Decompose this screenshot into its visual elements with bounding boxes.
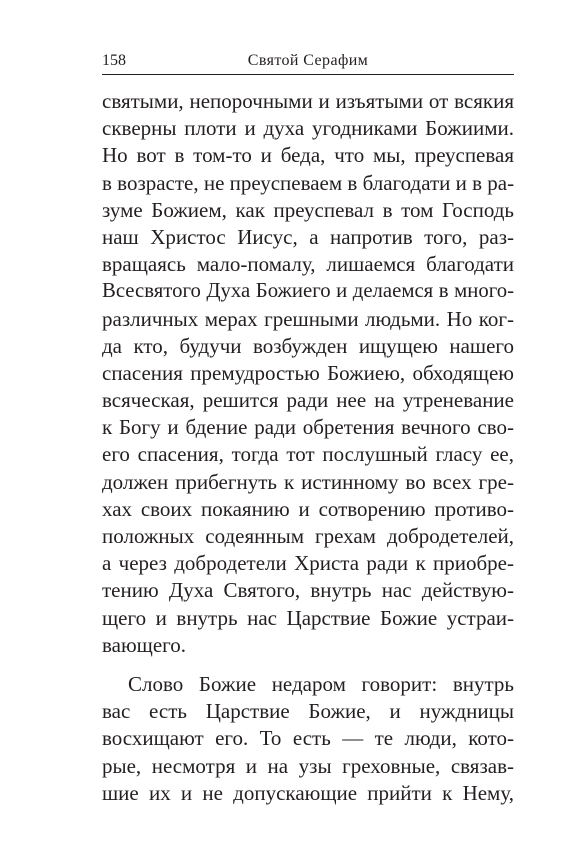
text-line: вас есть Царствие Божие, и нуждницы — [102, 699, 514, 724]
text-line: в возрасте, не преуспеваем в благодати и в ра- — [102, 170, 515, 195]
text-line: Всесвятого Духа Божиего и делаемся в много- — [102, 280, 514, 303]
text-line: хах своих покаянию и сотворению противо- — [102, 496, 514, 521]
text-line: Но вот в том-то и беда, что мы, преуспевая — [102, 143, 514, 168]
text-line: шие их и не допускающие прийти к Нему, — [102, 780, 514, 805]
text-line: спасения премудростью Божиею, обходящею — [102, 360, 514, 385]
text-line: скверны плоти и духа угодниками Божиими. — [102, 116, 514, 141]
text-line: к Богу и бдение ради обретения вечного сво- — [102, 415, 514, 440]
text-line: восхищают его. То есть — те люди, кото- — [102, 726, 514, 751]
text-line: вающего. — [102, 632, 186, 657]
text-line: положных содеянным грехам добродетелей, — [102, 524, 514, 548]
text-line: святыми, непорочными и изъятыми от всякия — [102, 89, 514, 113]
paragraph — [102, 671, 514, 807]
body-text — [102, 88, 514, 807]
text-line: зуме Божием, как преуспевал в том Господь — [102, 197, 514, 222]
text-line: всяческая, решится ради нее на утреневание — [102, 388, 514, 413]
paragraph-gap — [102, 659, 514, 671]
text-line: наш Христос Иисус, а напротив того, раз- — [102, 224, 514, 249]
text-line: его спасения, тогда тот послушный гласу ее, — [102, 442, 514, 467]
text-line: рые, несмотря и на узы греховные, связав- — [102, 753, 514, 778]
paragraph — [102, 88, 514, 659]
text-line: Слово Божие недаром говорит: внутрь — [128, 671, 514, 696]
running-title: Святой Серафим — [247, 52, 369, 69]
text-line: а через добродетели Христа ради к приобре- — [102, 551, 514, 576]
text-line: должен прибегнуть к истинному во всех гре- — [102, 469, 514, 494]
book-page — [102, 0, 514, 861]
page-number: 158 — [102, 52, 126, 69]
text-line: вращаясь мало-помалу, лишаемся благодати — [102, 252, 514, 277]
text-line: тению Духа Святого, внутрь нас действую- — [102, 578, 514, 603]
text-line: да кто, будучи возбужден ищущею нашего — [102, 333, 514, 358]
text-line: различных мерах грешными людьми. Но ког- — [102, 306, 514, 331]
running-header — [102, 50, 514, 75]
text-line: щего и внутрь нас Царствие Божие устраи- — [102, 605, 514, 630]
